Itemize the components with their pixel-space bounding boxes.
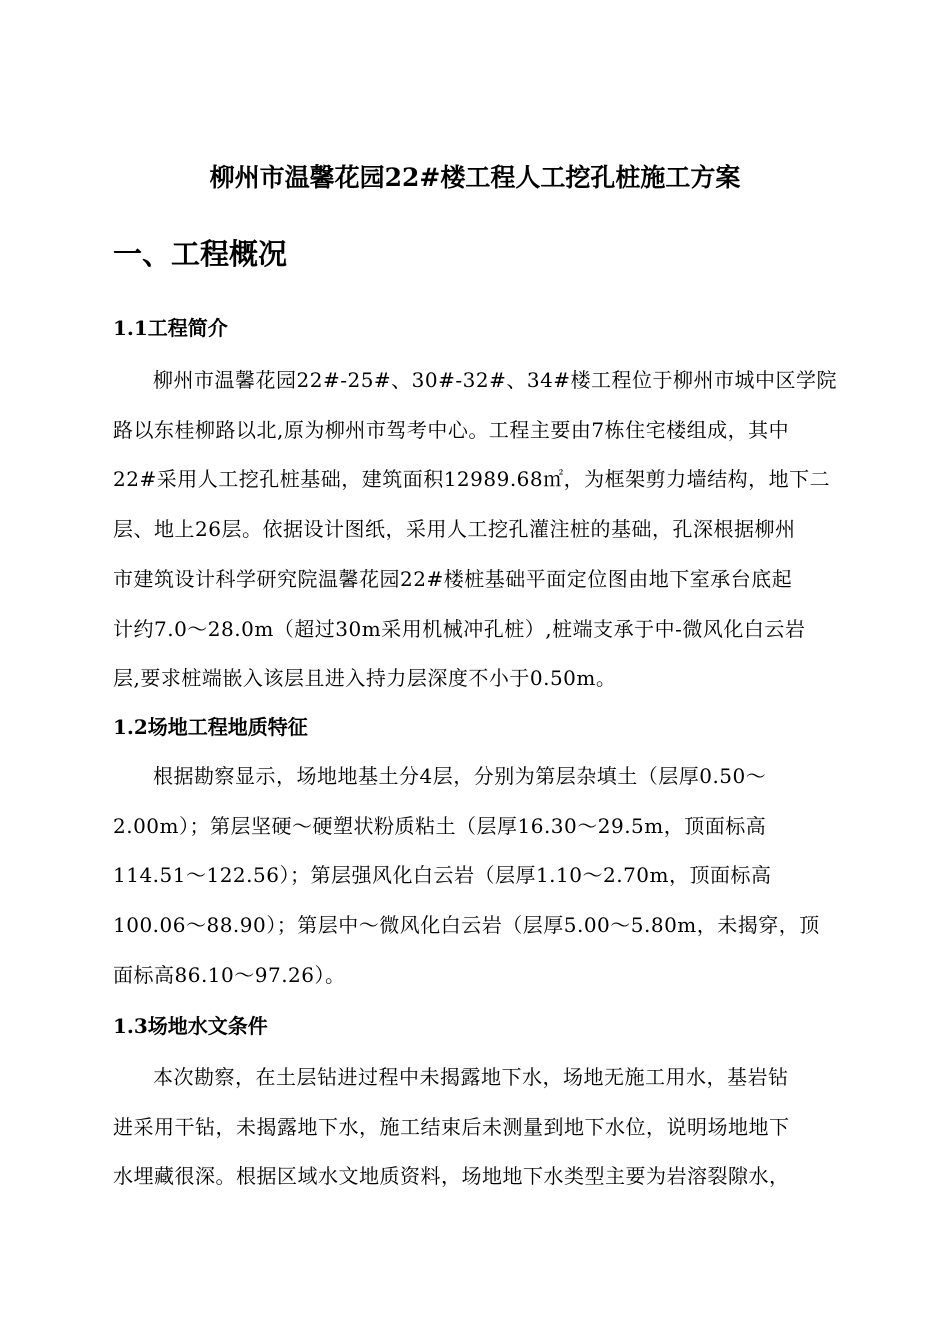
subsection-heading-hydrology: 1.3场地水文条件	[113, 1014, 268, 1038]
section-heading-overview: 一、工程概况	[113, 237, 288, 271]
paragraph-project-intro	[113, 356, 859, 704]
text-line: 层、地上26层。依据设计图纸，采用人工挖孔灌注桩的基础，孔深根据柳州	[113, 517, 796, 542]
text-line: 计约7.0～28.0m（超过30m采用机械冲孔桩）,桩端支承于中-微风化白云岩	[113, 616, 806, 641]
text-line: 层,要求桩端嵌入该层且进入持力层深度不小于0.50m。	[113, 666, 617, 691]
text-line: 柳州市温馨花园22#-25#、30#-32#、34#楼工程位于柳州市城中区学院	[153, 368, 838, 392]
text-line: 100.06～88.90）；第层中～微风化白云岩（层厚5.00～5.80m，未揭穿，顶	[113, 913, 820, 938]
paragraph-hydrology	[113, 1053, 859, 1202]
text-line: 22#采用人工挖孔桩基础，建筑面积12989.68㎡，为框架剪力墙结构，地下二	[113, 467, 831, 492]
text-line: 市建筑设计科学研究院温馨花园22#楼桩基础平面定位图由地下室承台底起	[113, 566, 793, 591]
text-line: 面标高86.10～97.26）。	[113, 962, 346, 987]
text-line: 2.00m）；第层坚硬～硬塑状粉质粘土（层厚16.30～29.5m，顶面标高	[113, 813, 767, 838]
text-line: 根据勘察显示，场地地基土分4层，分别为第层杂填土（层厚0.50～	[153, 764, 767, 788]
text-line: 进采用干钻，未揭露地下水，施工结束后未测量到地下水位，说明场地地下	[113, 1114, 790, 1139]
document-title: 柳州市温馨花园22#楼工程人工挖孔桩施工方案	[209, 163, 741, 192]
text-line: 路以东桂柳路以北,原为柳州市驾考中心。工程主要由7栋住宅楼组成，其中	[113, 417, 790, 442]
subsection-heading-project-intro: 1.1工程简介	[113, 316, 228, 340]
subsection-heading-geology: 1.2场地工程地质特征	[113, 715, 308, 739]
text-line: 114.51～122.56）；第层强风化白云岩（层厚1.10～2.70m，顶面标高	[113, 863, 772, 888]
text-line: 本次勘察，在土层钻进过程中未揭露地下水，场地无施工用水，基岩钻	[153, 1065, 789, 1089]
paragraph-geology	[113, 752, 859, 1001]
text-line: 水埋藏很深。根据区域水文地质资料，场地地下水类型主要为岩溶裂隙水，	[113, 1164, 790, 1189]
